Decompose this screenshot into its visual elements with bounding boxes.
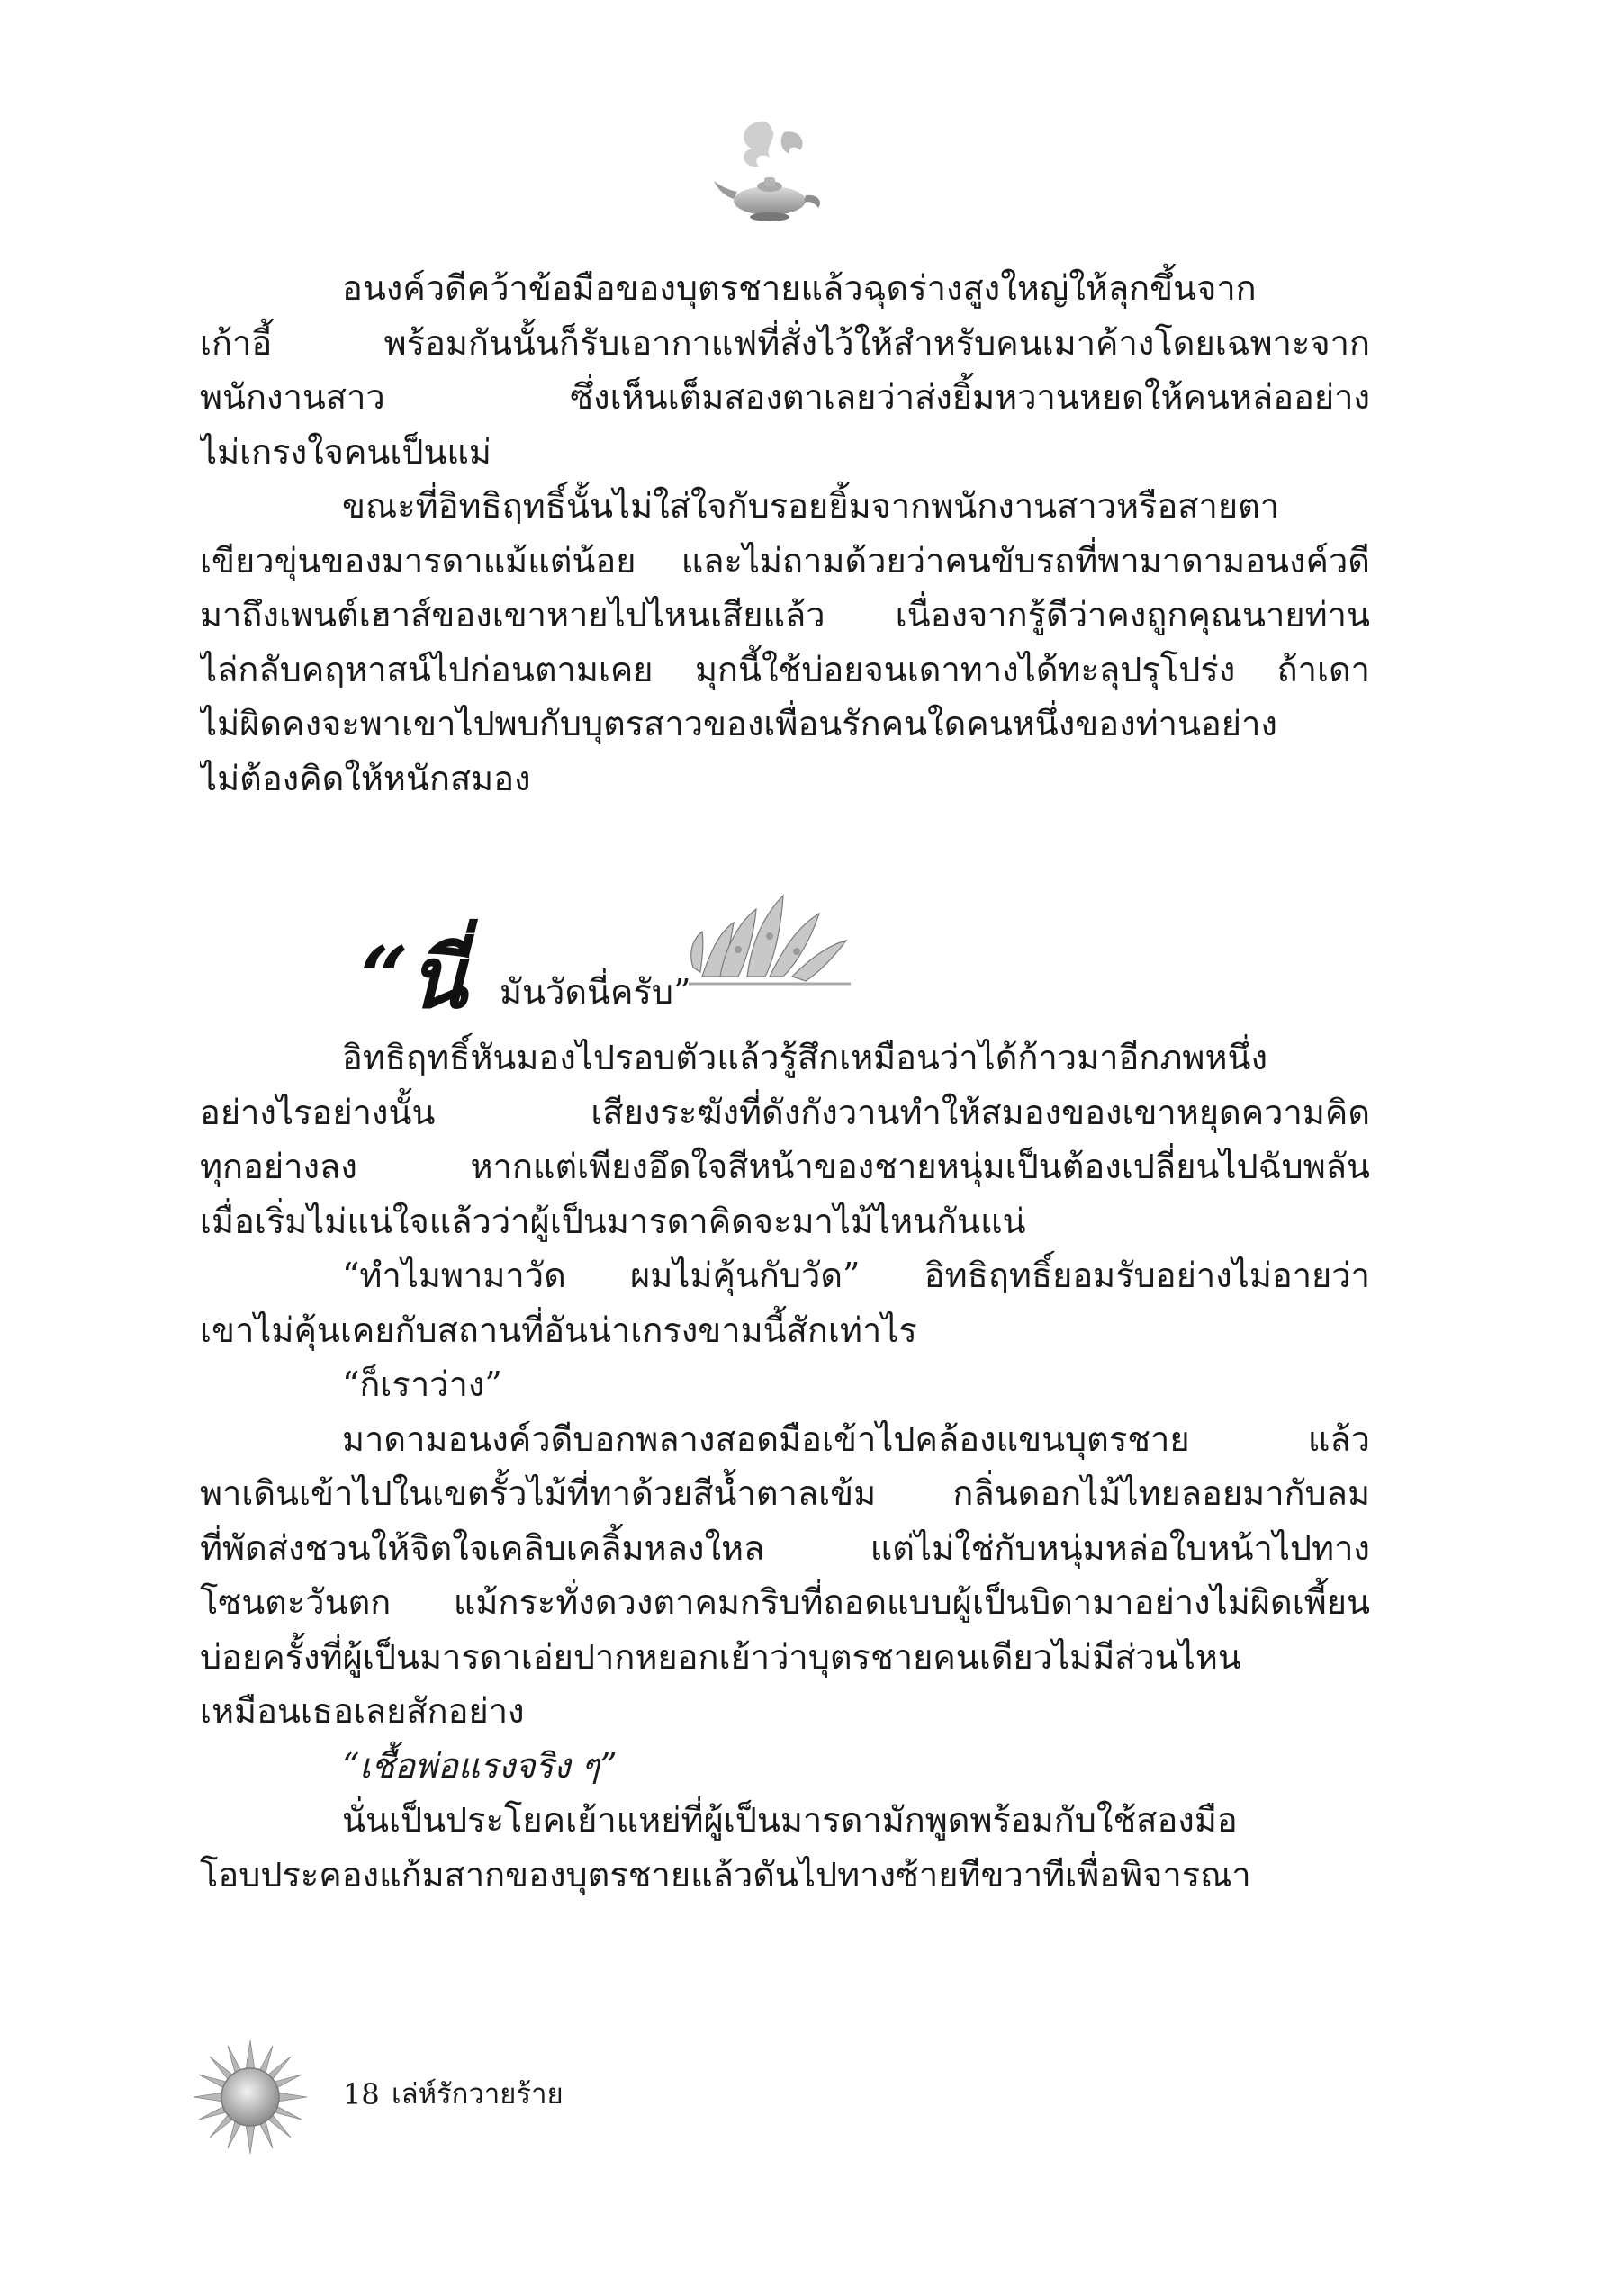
paragraph-2-line: ไล่กลับคฤหาสน์ไปก่อนตามเคย มุกนี้ใช้บ่อยจนเดาทางได้ทะลุปรุโปร่ง ถ้าเดา: [200, 649, 1370, 689]
paragraph-5-line: “ก็เราว่าง”: [342, 1364, 502, 1404]
paragraph-7-line: “เชื้อพ่อแรงจริง ๆ”: [342, 1745, 618, 1786]
dropcap-quote-open: “นี่: [360, 929, 467, 1028]
paragraph-1-line: ไม่เกรงใจคนเป็นแม่: [200, 431, 491, 472]
paragraph-3-line: ทุกอย่างลง หากแต่เพียงอึดใจสีหน้าของชายหนุ่มเป็นต้องเปลี่ยนไปฉับพลัน: [200, 1147, 1370, 1186]
genie-lamp-ornament-icon: [707, 113, 833, 230]
paragraph-6-line: เหมือนเธอเลยสักอย่าง: [200, 1691, 525, 1731]
dropcap-quote-rest: มันวัดนี่ครับ”: [500, 972, 691, 1012]
paragraph-block-bottom: [200, 1031, 1370, 1902]
paragraph-6-line: โซนตะวันตก แม้กระทั่งดวงตาคมกริบที่ถอดแบบผู้เป็นบิดามาอย่างไม่ผิดเพี้ยน: [200, 1582, 1370, 1622]
book-title: เล่ห์รักวายร้าย: [392, 2078, 564, 2111]
paragraph-1-line: พนักงานสาว ซึ่งเห็นเต็มสองตาเลยว่าส่งยิ้มหวานหยดให้คนหล่ออย่าง: [200, 377, 1370, 417]
paragraph-2-line: ไม่ผิดคงจะพาเขาไปพบกับบุตรสาวของเพื่อนรักคนใดคนหนึ่งของท่านอย่าง: [200, 704, 1277, 743]
paragraph-2-line: เขียวขุ่นของมารดาแม้แต่น้อย และไม่ถามด้วยว่าคนขับรถที่พามาดามอนงค์วดี: [200, 540, 1370, 581]
paragraph-4-line: “ทำไมพามาวัด ผมไม่คุ้นกับวัด” อิทธิฤทธิ์ยอมรับอย่างไม่อายว่า: [342, 1256, 1370, 1295]
paragraph-block-top: [200, 261, 1370, 806]
lily-flower-ornament-icon: [684, 887, 855, 990]
paragraph-6-line: พาเดินเข้าไปในเขตรั้วไม้ที่ทาด้วยสีน้ำตาลเข้ม กลิ่นดอกไม้ไทยลอยมากับลม: [200, 1473, 1370, 1513]
paragraph-6-line: บ่อยครั้งที่ผู้เป็นมารดาเอ่ยปากหยอกเย้าว่าบุตรชายคนเดียวไม่มีส่วนไหน: [200, 1636, 1241, 1677]
paragraph-6-line: ที่พัดส่งชวนให้จิตใจเคลิบเคลิ้มหลงใหล แต่ไม่ใช่กับหนุ่มหล่อใบหน้าไปทาง: [200, 1527, 1370, 1568]
paragraph-8-line: โอบประคองแก้มสากของบุตรชายแล้วดันไปทางซ้ายทีขวาทีเพื่อพิจารณา: [200, 1854, 1251, 1895]
paragraph-8-line: นั่นเป็นประโยคเย้าแหย่ที่ผู้เป็นมารดามักพูดพร้อมกับใช้สองมือ: [342, 1800, 1238, 1840]
sun-ornament-icon: [192, 2039, 309, 2156]
paragraph-1-line: เก้าอี้ พร้อมกันนั้นก็รับเอากาแฟที่สั่งไว้ให้สำหรับคนเมาค้างโดยเฉพาะจาก: [200, 322, 1370, 363]
paragraph-3-line: อย่างไรอย่างนั้น เสียงระฆังที่ดังกังวานทำให้สมองของเขาหยุดความคิด: [200, 1092, 1370, 1132]
paragraph-4-line: เขาไม่คุ้นเคยกับสถานที่อันน่าเกรงขามนี้สักเท่าไร: [200, 1310, 917, 1350]
paragraph-1-line: อนงค์วดีคว้าข้อมือของบุตรชายแล้วฉุดร่างสูงใหญ่ให้ลุกขึ้นจาก: [342, 268, 1257, 308]
paragraph-2-line: ขณะที่อิทธิฤทธิ์นั้นไม่ใส่ใจกับรอยยิ้มจากพนักงานสาวหรือสายตา: [342, 486, 1280, 526]
page-footer: [192, 2039, 732, 2156]
paragraph-2-line: ไม่ต้องคิดให้หนักสมอง: [200, 758, 531, 798]
paragraph-2-line: มาถึงเพนต์เฮาส์ของเขาหายไปไหนเสียแล้ว เนื่องจากรู้ดีว่าคงถูกคุณนายท่าน: [200, 595, 1370, 635]
page-number: 18: [343, 2077, 380, 2111]
paragraph-6-line: มาดามอนงค์วดีบอกพลางสอดมือเข้าไปคล้องแขนบุตรชาย แล้ว: [342, 1418, 1370, 1459]
paragraph-3-line: เมื่อเริ่มไม่แน่ใจแล้วว่าผู้เป็นมารดาคิดจะมาไม้ไหนกันแน่: [200, 1201, 1026, 1241]
paragraph-3-line: อิทธิฤทธิ์หันมองไปรอบตัวแล้วรู้สึกเหมือนว่าได้ก้าวมาอีกภพหนึ่ง: [342, 1038, 1268, 1077]
